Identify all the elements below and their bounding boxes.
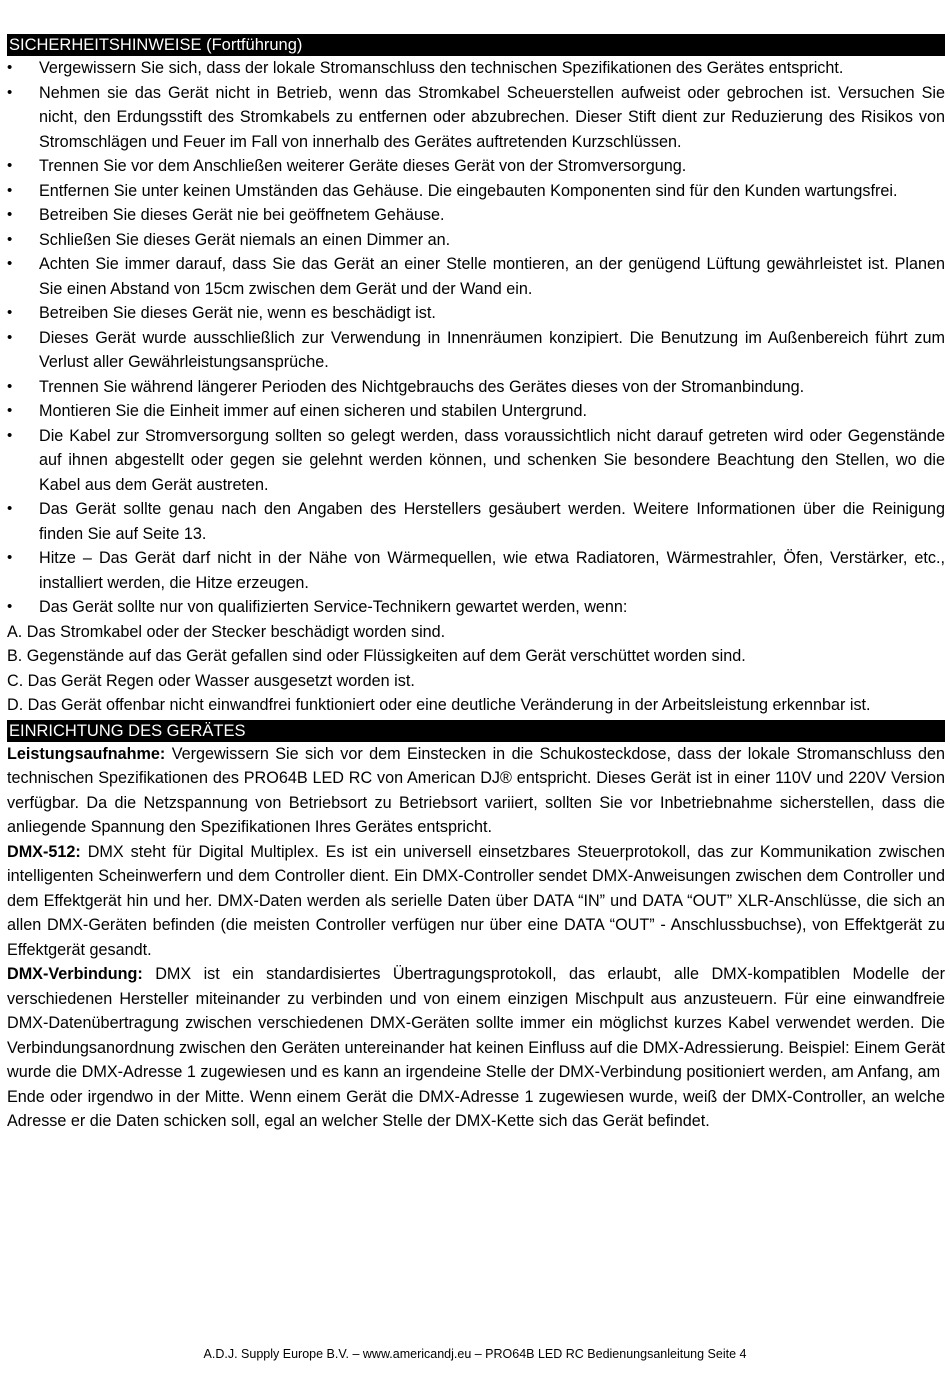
condition-item: A. Das Stromkabel oder der Stecker beschädigt worden sind. [7, 622, 446, 641]
bullet-item: • Vergewissern Sie sich, dass der lokale Stromanschluss den technischen Spezifikationen des Gerätes entspricht. [7, 56, 945, 81]
bullet-item: • Nehmen sie das Gerät nicht in Betrieb, wenn das Stromkabel Scheuerstellen aufweist oder gebrochen ist. Versuchen Sie nicht, den Erdungsstift des Stromkabels zu entfernen oder abzubrechen. Dieser Stift dient zur Reduzierung des Risikos von Stromschlägen und Feuer im Fall von innerhalb des Gerätes auftretenden Kurzschlüssen. [7, 81, 945, 155]
paragraph-label: DMX-Verbindung: [7, 965, 143, 983]
paragraph-label: DMX-512: [7, 842, 81, 861]
page-footer: A.D.J. Supply Europe B.V. – www.americandj.eu – PRO64B LED RC Bedienungsanleitung Seite 4 [203, 1347, 747, 1361]
bullet-item: • Betreiben Sie dieses Gerät nie bei geöffnetem Gehäuse. [7, 203, 945, 228]
bullet-item: • Die Kabel zur Stromversorgung sollten so gelegt werden, dass voraussichtlich nicht darauf getreten wird oder Gegenstände auf ihnen abgestellt oder gegen sie gelehnt werden können, und schenken Sie besondere Beachtung den Stellen, wo die Kabel aus dem Gerät austreten. [7, 424, 945, 498]
bullet-item: • Das Gerät sollte genau nach den Angaben des Herstellers gesäubert werden. Weitere Informationen über die Reinigung finden Sie auf Seite 13. [7, 497, 945, 546]
bullet-item: • Montieren Sie die Einheit immer auf einen sicheren und stabilen Untergrund. [7, 399, 945, 424]
bullet-item: • Trennen Sie vor dem Anschließen weiterer Geräte dieses Gerät von der Stromversorgung. [7, 154, 945, 179]
section-header-setup: EINRICHTUNG DES GERÄTES [7, 720, 945, 742]
paragraph-continuation: Ende oder irgendwo in der Mitte. Wenn einem Gerät die DMX-Adresse 1 zugewiesen wurde, weiß der DMX-Controller, an welche Adresse er die Daten schicken soll, egal an welcher Stelle der DMX-Kette sich das Gerät befindet. [7, 1087, 945, 1130]
section-header-safety: SICHERHEITSHINWEISE (Fortführung) [7, 34, 945, 56]
paragraph-text: Vergewissern Sie sich vor dem Einstecken in die Schukosteckdose, dass der lokale Stromanschluss den technischen Spezifikationen des PRO64B LED RC von American DJ® entspricht. Dieses Gerät ist in einer 110V und 220V Version verfügbar. Da die Netzspannung von Betriebsort zu Betriebsort variiert, sollten Sie vor Inbetriebnahme sicherstellen, dass die anliegende Spannung den Spezifikationen Ihres Gerätes entspricht. [7, 744, 945, 836]
paragraph-label: Leistungsaufnahme: [7, 744, 166, 763]
condition-item: C. Das Gerät Regen oder Wasser ausgesetzt worden ist. [7, 671, 415, 690]
bullet-item: • Betreiben Sie dieses Gerät nie, wenn es beschädigt ist. [7, 301, 945, 326]
paragraph-dmx-connection [7, 962, 945, 1085]
bullet-item: • Dieses Gerät wurde ausschließlich zur Verwendung in Innenräumen konzipiert. Die Benutzung im Außenbereich führt zum Verlust aller Gewährleistungsansprüche. [7, 326, 945, 375]
safety-bullet-list [7, 56, 945, 620]
paragraph-dmx512 [7, 840, 945, 963]
bullet-item: • Trennen Sie während längerer Perioden des Nichtgebrauchs des Gerätes dieses von der Stromanbindung. [7, 375, 945, 400]
bullet-item: • Hitze – Das Gerät darf nicht in der Nähe von Wärmequellen, wie etwa Radiatoren, Wärmestrahler, Öfen, Verstärker, etc., installiert werden, die Hitze erzeugen. [7, 546, 945, 595]
paragraph-text: DMX steht für Digital Multiplex. Es ist ein universell einsetzbares Steuerprotokoll, das zur Kommunikation zwischen intelligenten Scheinwerfern und dem Controller dient. Ein DMX-Controller sendet DMX-Anweisungen zwischen dem Controller und dem Effektgerät hin und her. DMX-Daten werden als serielle Daten über DATA “IN” und DATA “OUT” XLR-Anschlüsse, die sich an allen DMX-Geräten befinden (die meisten Controller verfügen nur über eine DATA “OUT” - Anschlussbuchse), von Effektgerät zu Effektgerät gesandt. [7, 842, 945, 959]
bullet-item: • Entfernen Sie unter keinen Umständen das Gehäuse. Die eingebauten Komponenten sind für den Kunden wartungsfrei. [7, 179, 945, 204]
document-page [7, 34, 945, 1134]
bullet-item: • Schließen Sie dieses Gerät niemals an einen Dimmer an. [7, 228, 945, 253]
bullet-item: • Das Gerät sollte nur von qualifizierten Service-Technikern gewartet werden, wenn: [7, 595, 945, 620]
condition-item: B. Gegenstände auf das Gerät gefallen sind oder Flüssigkeiten auf dem Gerät verschüttet worden sind. [7, 647, 746, 665]
paragraph-power [7, 742, 945, 840]
condition-item: D. Das Gerät offenbar nicht einwandfrei funktioniert oder eine deutliche Veränderung in der Arbeitsleistung erkennbar ist. [7, 696, 871, 714]
bullet-item: • Achten Sie immer darauf, dass Sie das Gerät an einer Stelle montieren, an der genügend Lüftung gewährleistet ist. Planen Sie einen Abstand von 15cm zwischen dem Gerät und der Wand ein. [7, 252, 945, 301]
paragraph-text: DMX ist ein standardisiertes Übertragungsprotokoll, das erlaubt, alle DMX-kompatiblen Modelle der verschiedenen Hersteller miteinander zu verbinden und von einem einzigen Mischpult aus anzusteuern. Für eine einwandfreie DMX-Datenübertragung zwischen verschiedenen DMX-Geräten sollte immer ein möglichst kurzes Kabel verwendet werden. Die Verbindungsanordnung zwischen den Geräten untereinander hat keinen Einfluss auf die DMX-Adressierung. Beispiel: Einem Gerät wurde die DMX-Adresse 1 zugewiesen und es kann an irgendeine Stelle der DMX-Verbindung positioniert werden, am Anfang, am [7, 965, 945, 1081]
